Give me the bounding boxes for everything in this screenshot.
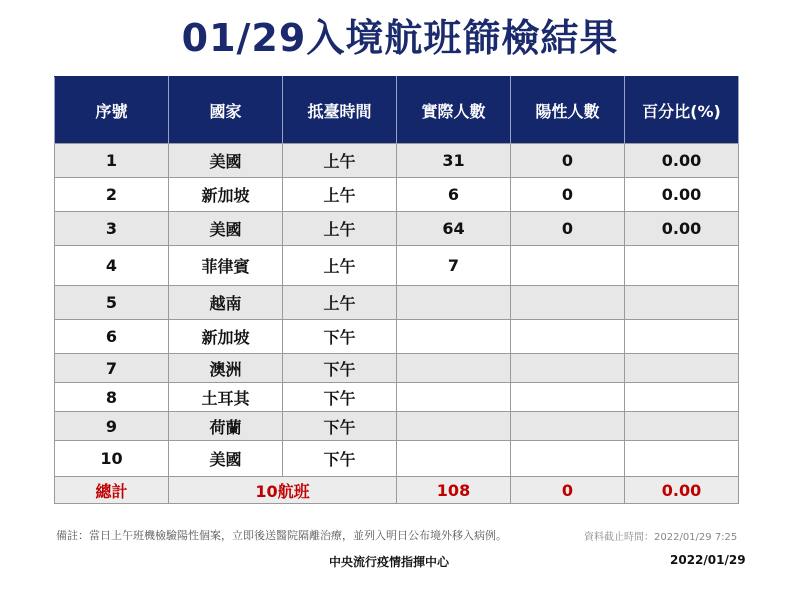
cell-index: 6	[55, 320, 169, 354]
cell-country: 菲律賓	[169, 246, 283, 286]
table-row	[55, 383, 739, 412]
cell-actual-count: 64	[397, 212, 511, 246]
cell-country: 美國	[169, 212, 283, 246]
cell-percent	[625, 354, 739, 383]
footnote: 備註：當日上午班機檢驗陽性個案，立即後送醫院隔離治療，並列入明日公布境外移入病例。	[56, 529, 507, 542]
cell-positive-count	[511, 354, 625, 383]
cell-country: 新加坡	[169, 320, 283, 354]
cell-positive-count	[511, 286, 625, 320]
cell-index: 10	[55, 441, 169, 477]
total-label: 總計	[55, 477, 169, 504]
cell-positive-count	[511, 412, 625, 441]
header-positive-count: 陽性人數	[511, 77, 625, 144]
cell-percent	[625, 441, 739, 477]
screening-results-table	[54, 76, 739, 504]
organization-name: 中央流行疫情指揮中心	[329, 555, 450, 569]
header-country: 國家	[169, 77, 283, 144]
cell-country: 土耳其	[169, 383, 283, 412]
cell-actual-count	[397, 320, 511, 354]
cell-arrival-time: 上午	[283, 144, 397, 178]
cell-index: 2	[55, 178, 169, 212]
cell-positive-count: 0	[511, 212, 625, 246]
cell-arrival-time: 上午	[283, 178, 397, 212]
cell-actual-count	[397, 354, 511, 383]
cell-actual-count: 6	[397, 178, 511, 212]
total-actual-count: 108	[397, 477, 511, 504]
cell-index: 8	[55, 383, 169, 412]
cell-percent: 0.00	[625, 212, 739, 246]
cell-actual-count: 7	[397, 246, 511, 286]
cell-index: 9	[55, 412, 169, 441]
cell-index: 5	[55, 286, 169, 320]
cell-index: 7	[55, 354, 169, 383]
table-row	[55, 412, 739, 441]
total-flights: 10航班	[169, 477, 397, 504]
cell-positive-count	[511, 246, 625, 286]
cell-country: 美國	[169, 441, 283, 477]
page-title: 01/29入境航班篩檢結果	[181, 16, 619, 60]
cell-actual-count	[397, 286, 511, 320]
table-row	[55, 178, 739, 212]
header-index: 序號	[55, 77, 169, 144]
cell-positive-count	[511, 383, 625, 412]
cell-positive-count	[511, 441, 625, 477]
total-row	[55, 477, 739, 504]
cell-arrival-time: 上午	[283, 286, 397, 320]
cell-positive-count	[511, 320, 625, 354]
table-row	[55, 144, 739, 178]
header-actual-count: 實際人數	[397, 77, 511, 144]
cell-actual-count	[397, 441, 511, 477]
cell-arrival-time: 下午	[283, 354, 397, 383]
table-header-row	[55, 77, 739, 144]
cell-percent	[625, 286, 739, 320]
cell-percent	[625, 246, 739, 286]
cell-percent: 0.00	[625, 178, 739, 212]
cell-country: 美國	[169, 144, 283, 178]
data-cutoff-time: 資料截止時間：2022/01/29 7:25	[584, 532, 738, 543]
cell-index: 4	[55, 246, 169, 286]
total-percent: 0.00	[625, 477, 739, 504]
cell-actual-count	[397, 412, 511, 441]
cell-country: 荷蘭	[169, 412, 283, 441]
publish-date: 2022/01/29	[670, 553, 746, 567]
table-row	[55, 320, 739, 354]
cell-country: 新加坡	[169, 178, 283, 212]
table-row	[55, 286, 739, 320]
cell-arrival-time: 下午	[283, 412, 397, 441]
header-percent: 百分比(%)	[625, 77, 739, 144]
cell-positive-count: 0	[511, 144, 625, 178]
total-positive-count: 0	[511, 477, 625, 504]
table-row	[55, 354, 739, 383]
table-row	[55, 441, 739, 477]
cell-percent	[625, 383, 739, 412]
cell-percent: 0.00	[625, 144, 739, 178]
cell-arrival-time: 下午	[283, 441, 397, 477]
header-arrival-time: 抵臺時間	[283, 77, 397, 144]
table-row	[55, 212, 739, 246]
cell-percent	[625, 320, 739, 354]
cell-percent	[625, 412, 739, 441]
cell-arrival-time: 下午	[283, 320, 397, 354]
cell-actual-count: 31	[397, 144, 511, 178]
cell-arrival-time: 下午	[283, 383, 397, 412]
cell-country: 越南	[169, 286, 283, 320]
cell-index: 3	[55, 212, 169, 246]
cell-index: 1	[55, 144, 169, 178]
cell-positive-count: 0	[511, 178, 625, 212]
table-row	[55, 246, 739, 286]
cell-arrival-time: 上午	[283, 246, 397, 286]
cell-country: 澳洲	[169, 354, 283, 383]
cell-actual-count	[397, 383, 511, 412]
cell-arrival-time: 上午	[283, 212, 397, 246]
